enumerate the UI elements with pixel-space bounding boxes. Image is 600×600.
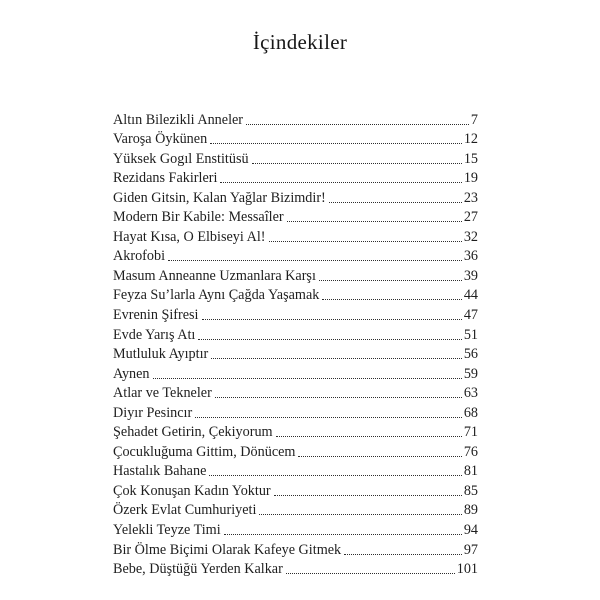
toc-entry-page-number: 39 [463,267,478,284]
dot-leader [246,124,469,125]
toc-entry-title: Feyza Su’larla Aynı Çağda Yaşamak [113,287,320,304]
toc-entry-title: Akrofobi [113,248,166,265]
toc-list [113,109,478,578]
toc-entry-title: Diyır Pesincır [113,404,193,421]
dot-leader [259,514,461,515]
dot-leader [211,358,462,359]
toc-entry-page-number: 27 [463,209,478,226]
toc-entry-title: Evrenin Şifresi [113,307,199,324]
toc-entry[interactable] [113,363,478,383]
dot-leader [202,319,462,320]
toc-entry-page-number: 56 [463,346,478,363]
toc-entry[interactable] [113,187,478,207]
dot-leader [319,280,462,281]
toc-entry[interactable] [113,559,478,579]
toc-entry-page-number: 85 [463,482,478,499]
toc-entry[interactable] [113,226,478,246]
toc-entry-page-number: 68 [463,404,478,421]
toc-entry-page-number: 63 [463,385,478,402]
toc-entry[interactable] [113,265,478,285]
dot-leader [274,495,462,496]
dot-leader [287,221,462,222]
dot-leader [224,534,462,535]
toc-entry-page-number: 71 [463,424,478,441]
toc-entry-page-number: 36 [463,248,478,265]
toc-entry-title: Masum Anneanne Uzmanlara Karşı [113,267,316,284]
toc-entry[interactable] [113,344,478,364]
toc-entry-title: Hastalık Bahane [113,463,207,480]
toc-entry[interactable] [113,441,478,461]
toc-entry-page-number: 19 [463,170,478,187]
toc-entry[interactable] [113,500,478,520]
dot-leader [168,260,462,261]
toc-entry[interactable] [113,246,478,266]
toc-entry-page-number: 101 [456,561,478,578]
toc-entry-page-number: 32 [463,228,478,245]
dot-leader [195,417,462,418]
toc-entry-title: Çok Konuşan Kadın Yoktur [113,482,271,499]
toc-entry-page-number: 12 [463,131,478,148]
toc-entry-title: Özerk Evlat Cumhuriyeti [113,502,257,519]
dot-leader [286,573,455,574]
toc-entry-title: Giden Gitsin, Kalan Yağlar Bizimdir! [113,189,326,206]
toc-entry[interactable] [113,519,478,539]
dot-leader [329,202,462,203]
toc-entry[interactable] [113,422,478,442]
toc-entry-page-number: 89 [463,502,478,519]
dot-leader [276,436,462,437]
dot-leader [269,241,462,242]
toc-entry-title: Atlar ve Tekneler [113,385,212,402]
toc-entry[interactable] [113,109,478,129]
toc-entry[interactable] [113,324,478,344]
toc-entry-page-number: 94 [463,522,478,539]
toc-entry[interactable] [113,129,478,149]
toc-entry-title: Yelekli Teyze Timi [113,522,221,539]
toc-entry-page-number: 76 [463,443,478,460]
toc-entry-title: Çocukluğuma Gittim, Dönücem [113,443,296,460]
dot-leader [344,554,462,555]
toc-entry-title: Aynen [113,365,150,382]
dot-leader [153,378,462,379]
toc-entry[interactable] [113,207,478,227]
toc-entry[interactable] [113,480,478,500]
toc-entry-page-number: 23 [463,189,478,206]
toc-entry-title: Hayat Kısa, O Elbiseyi Al! [113,228,266,245]
dot-leader [198,339,461,340]
toc-entry-page-number: 81 [463,463,478,480]
toc-entry-title: Bir Ölme Biçimi Olarak Kafeye Gitmek [113,541,342,558]
dot-leader [209,475,461,476]
toc-entry-title: Yüksek Gogıl Enstitüsü [113,150,249,167]
toc-entry-title: Modern Bir Kabile: Messaîler [113,209,284,226]
dot-leader [252,163,462,164]
dot-leader [220,182,461,183]
dot-leader [322,299,461,300]
toc-entry-title: Varoşa Öykünen [113,131,208,148]
toc-entry[interactable] [113,168,478,188]
toc-entry-page-number: 51 [463,326,478,343]
page-title: İçindekiler [252,30,348,54]
toc-entry[interactable] [113,304,478,324]
toc-entry[interactable] [113,148,478,168]
toc-entry-page-number: 47 [463,307,478,324]
toc-entry-title: Şehadet Getirin, Çekiyorum [113,424,273,441]
toc-entry-title: Mutluluk Ayıptır [113,346,209,363]
toc-entry-page-number: 7 [470,111,478,128]
toc-entry-title: Bebe, Düştüğü Yerden Kalkar [113,561,283,578]
toc-entry-title: Altın Bilezikli Anneler [113,111,244,128]
toc-entry-title: Evde Yarış Atı [113,326,196,343]
toc-entry-page-number: 97 [463,541,478,558]
dot-leader [298,456,461,457]
toc-entry[interactable] [113,539,478,559]
toc-entry[interactable] [113,402,478,422]
toc-entry-title: Rezidans Fakirleri [113,170,218,187]
toc-entry[interactable] [113,383,478,403]
dot-leader [210,143,462,144]
dot-leader [215,397,462,398]
toc-entry[interactable] [113,285,478,305]
toc-entry[interactable] [113,461,478,481]
toc-entry-page-number: 44 [463,287,478,304]
toc-entry-page-number: 15 [463,150,478,167]
toc-entry-page-number: 59 [463,365,478,382]
